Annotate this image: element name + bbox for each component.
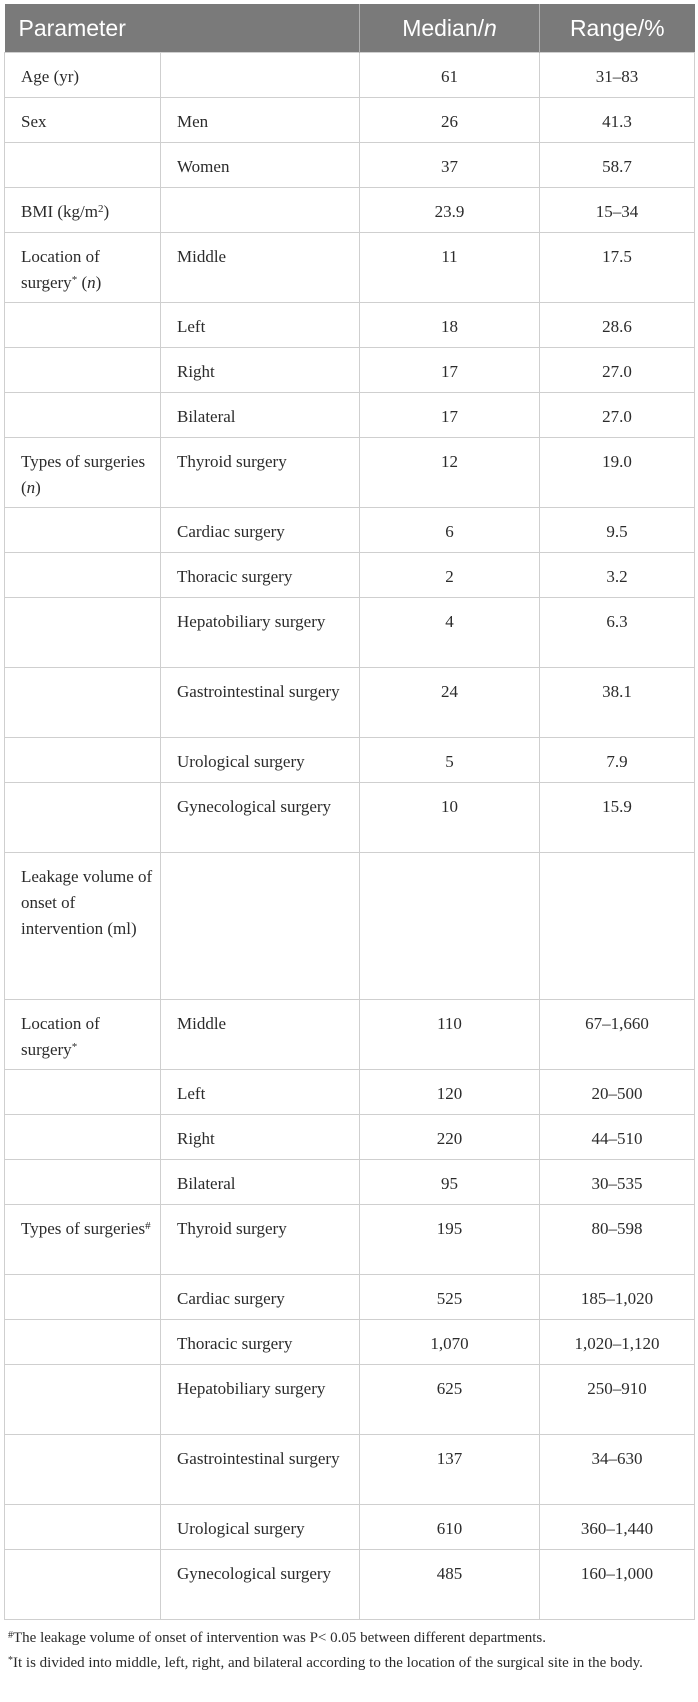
table-row bbox=[5, 1435, 695, 1505]
param-cell bbox=[5, 143, 161, 188]
table-row bbox=[5, 1550, 695, 1620]
param-cell bbox=[5, 738, 161, 783]
sub-cell: Thoracic surgery bbox=[161, 1320, 360, 1365]
table-row bbox=[5, 738, 695, 783]
table-row bbox=[5, 598, 695, 668]
sub-cell: Right bbox=[161, 348, 360, 393]
table-row bbox=[5, 233, 695, 303]
median-cell: 37 bbox=[360, 143, 540, 188]
table-row bbox=[5, 853, 695, 1000]
param-cell: Types of surgeries# bbox=[5, 1205, 161, 1275]
range-cell: 27.0 bbox=[540, 348, 695, 393]
median-cell: 4 bbox=[360, 598, 540, 668]
sub-cell bbox=[161, 188, 360, 233]
param-cell: Types of surgeries (n) bbox=[5, 438, 161, 508]
param-cell bbox=[5, 668, 161, 738]
range-cell: 185–1,020 bbox=[540, 1275, 695, 1320]
table-row bbox=[5, 1160, 695, 1205]
median-cell: 485 bbox=[360, 1550, 540, 1620]
table-row bbox=[5, 1505, 695, 1550]
range-cell: 160–1,000 bbox=[540, 1550, 695, 1620]
param-cell: Age (yr) bbox=[5, 53, 161, 98]
param-cell bbox=[5, 553, 161, 598]
sub-cell: Hepatobiliary surgery bbox=[161, 1365, 360, 1435]
table-row bbox=[5, 1320, 695, 1365]
sub-cell: Cardiac surgery bbox=[161, 508, 360, 553]
table-row bbox=[5, 668, 695, 738]
param-cell bbox=[5, 393, 161, 438]
table-row bbox=[5, 1115, 695, 1160]
param-cell bbox=[5, 598, 161, 668]
header-parameter: Parameter bbox=[5, 4, 360, 53]
median-cell: 195 bbox=[360, 1205, 540, 1275]
param-cell bbox=[5, 1070, 161, 1115]
param-cell bbox=[5, 1160, 161, 1205]
sub-cell: Thoracic surgery bbox=[161, 553, 360, 598]
sub-cell: Bilateral bbox=[161, 393, 360, 438]
param-cell bbox=[5, 1320, 161, 1365]
range-cell: 15.9 bbox=[540, 783, 695, 853]
param-cell: Location of surgery* bbox=[5, 1000, 161, 1070]
range-cell: 17.5 bbox=[540, 233, 695, 303]
median-cell: 110 bbox=[360, 1000, 540, 1070]
sub-cell: Gynecological surgery bbox=[161, 783, 360, 853]
sub-cell: Thyroid surgery bbox=[161, 1205, 360, 1275]
median-cell: 5 bbox=[360, 738, 540, 783]
sub-cell: Gynecological surgery bbox=[161, 1550, 360, 1620]
table-row bbox=[5, 553, 695, 598]
table-row bbox=[5, 1275, 695, 1320]
table-row bbox=[5, 393, 695, 438]
table-row bbox=[5, 98, 695, 143]
table-container bbox=[4, 4, 694, 1677]
sub-cell: Bilateral bbox=[161, 1160, 360, 1205]
median-cell: 26 bbox=[360, 98, 540, 143]
param-cell bbox=[5, 303, 161, 348]
data-table bbox=[4, 4, 695, 1620]
header-range: Range/% bbox=[540, 4, 695, 53]
range-cell bbox=[540, 853, 695, 1000]
median-cell: 6 bbox=[360, 508, 540, 553]
param-cell: BMI $(kg/m^2)$ bbox=[5, 188, 161, 233]
range-cell: 28.6 bbox=[540, 303, 695, 348]
range-cell: 58.7 bbox=[540, 143, 695, 188]
median-cell: 10 bbox=[360, 783, 540, 853]
range-cell: 44–510 bbox=[540, 1115, 695, 1160]
table-row bbox=[5, 783, 695, 853]
range-cell: 41.3 bbox=[540, 98, 695, 143]
sub-cell: Right bbox=[161, 1115, 360, 1160]
header-median: Median/n bbox=[360, 4, 540, 53]
footnote-hash: #The leakage volume of onset of intervention was P< 0.05 between different departments. bbox=[8, 1630, 547, 1646]
table-row bbox=[5, 1000, 695, 1070]
table-row bbox=[5, 438, 695, 508]
median-cell: 120 bbox=[360, 1070, 540, 1115]
sub-cell: Left bbox=[161, 1070, 360, 1115]
table-row bbox=[5, 348, 695, 393]
range-cell: 360–1,440 bbox=[540, 1505, 695, 1550]
range-cell: 6.3 bbox=[540, 598, 695, 668]
median-cell: 23.9 bbox=[360, 188, 540, 233]
sub-cell bbox=[161, 853, 360, 1000]
median-cell: 525 bbox=[360, 1275, 540, 1320]
sub-cell: Gastrointestinal surgery bbox=[161, 668, 360, 738]
param-cell: Location of surgery* (n) bbox=[5, 233, 161, 303]
table-row bbox=[5, 508, 695, 553]
sub-cell: Thyroid surgery bbox=[161, 438, 360, 508]
footnotes bbox=[4, 1627, 694, 1674]
sub-cell bbox=[161, 53, 360, 98]
range-cell: 1,020–1,120 bbox=[540, 1320, 695, 1365]
range-cell: 20–500 bbox=[540, 1070, 695, 1115]
param-cell bbox=[5, 348, 161, 393]
table-row bbox=[5, 1205, 695, 1275]
sub-cell: Middle bbox=[161, 233, 360, 303]
sub-cell: Middle bbox=[161, 1000, 360, 1070]
sub-cell: Urological surgery bbox=[161, 1505, 360, 1550]
median-cell: 2 bbox=[360, 553, 540, 598]
table-row bbox=[5, 143, 695, 188]
median-cell: 61 bbox=[360, 53, 540, 98]
range-cell: 250–910 bbox=[540, 1365, 695, 1435]
range-cell: 80–598 bbox=[540, 1205, 695, 1275]
sub-cell: Gastrointestinal surgery bbox=[161, 1435, 360, 1505]
range-cell: 38.1 bbox=[540, 668, 695, 738]
median-cell: 95 bbox=[360, 1160, 540, 1205]
param-cell bbox=[5, 1275, 161, 1320]
range-cell: 9.5 bbox=[540, 508, 695, 553]
median-cell: 24 bbox=[360, 668, 540, 738]
param-cell bbox=[5, 1550, 161, 1620]
table-row bbox=[5, 188, 695, 233]
header-row bbox=[5, 4, 695, 53]
footnote-star: *It is divided into middle, left, right, and bilateral according to the location of the surgical site in the body. bbox=[8, 1655, 643, 1671]
table-row bbox=[5, 53, 695, 98]
median-cell: 137 bbox=[360, 1435, 540, 1505]
param-cell bbox=[5, 1505, 161, 1550]
median-cell: 220 bbox=[360, 1115, 540, 1160]
param-cell: Sex bbox=[5, 98, 161, 143]
range-cell: 27.0 bbox=[540, 393, 695, 438]
range-cell: 15–34 bbox=[540, 188, 695, 233]
median-cell: 11 bbox=[360, 233, 540, 303]
median-cell: 18 bbox=[360, 303, 540, 348]
table-row bbox=[5, 303, 695, 348]
param-cell bbox=[5, 1435, 161, 1505]
param-cell bbox=[5, 1365, 161, 1435]
sub-cell: Left bbox=[161, 303, 360, 348]
range-cell: 34–630 bbox=[540, 1435, 695, 1505]
median-cell: 610 bbox=[360, 1505, 540, 1550]
range-cell: 3.2 bbox=[540, 553, 695, 598]
sub-cell: Men bbox=[161, 98, 360, 143]
param-cell bbox=[5, 1115, 161, 1160]
median-cell: 17 bbox=[360, 348, 540, 393]
range-cell: 30–535 bbox=[540, 1160, 695, 1205]
sub-cell: Cardiac surgery bbox=[161, 1275, 360, 1320]
range-cell: 67–1,660 bbox=[540, 1000, 695, 1070]
median-cell: 12 bbox=[360, 438, 540, 508]
sub-cell: Women bbox=[161, 143, 360, 188]
table-row bbox=[5, 1070, 695, 1115]
range-cell: 31–83 bbox=[540, 53, 695, 98]
param-cell: Leakage volume of onset of intervention (ml) bbox=[5, 853, 161, 1000]
sub-cell: Urological surgery bbox=[161, 738, 360, 783]
table-row bbox=[5, 1365, 695, 1435]
median-cell: 625 bbox=[360, 1365, 540, 1435]
median-cell: 1,070 bbox=[360, 1320, 540, 1365]
param-cell bbox=[5, 508, 161, 553]
range-cell: 7.9 bbox=[540, 738, 695, 783]
sub-cell: Hepatobiliary surgery bbox=[161, 598, 360, 668]
median-cell: 17 bbox=[360, 393, 540, 438]
median-cell bbox=[360, 853, 540, 1000]
param-cell bbox=[5, 783, 161, 853]
range-cell: 19.0 bbox=[540, 438, 695, 508]
